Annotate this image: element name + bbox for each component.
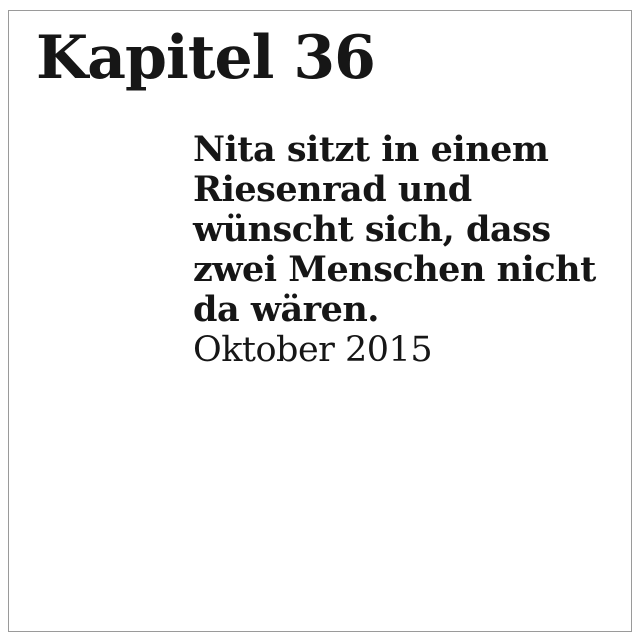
chapter-title: Kapitel 36 xyxy=(36,23,375,93)
subtitle-line: Riesenrad und xyxy=(193,169,472,210)
subtitle-line: wünscht sich, dass xyxy=(193,209,551,250)
chapter-subtitle-block xyxy=(193,130,596,370)
subtitle-line: zwei Menschen nicht xyxy=(193,249,596,290)
subtitle-line: Nita sitzt in einem xyxy=(193,129,549,170)
chapter-date: Oktober 2015 xyxy=(193,330,433,370)
subtitle-line: da wären. xyxy=(193,289,379,330)
page-border-frame xyxy=(8,10,632,632)
